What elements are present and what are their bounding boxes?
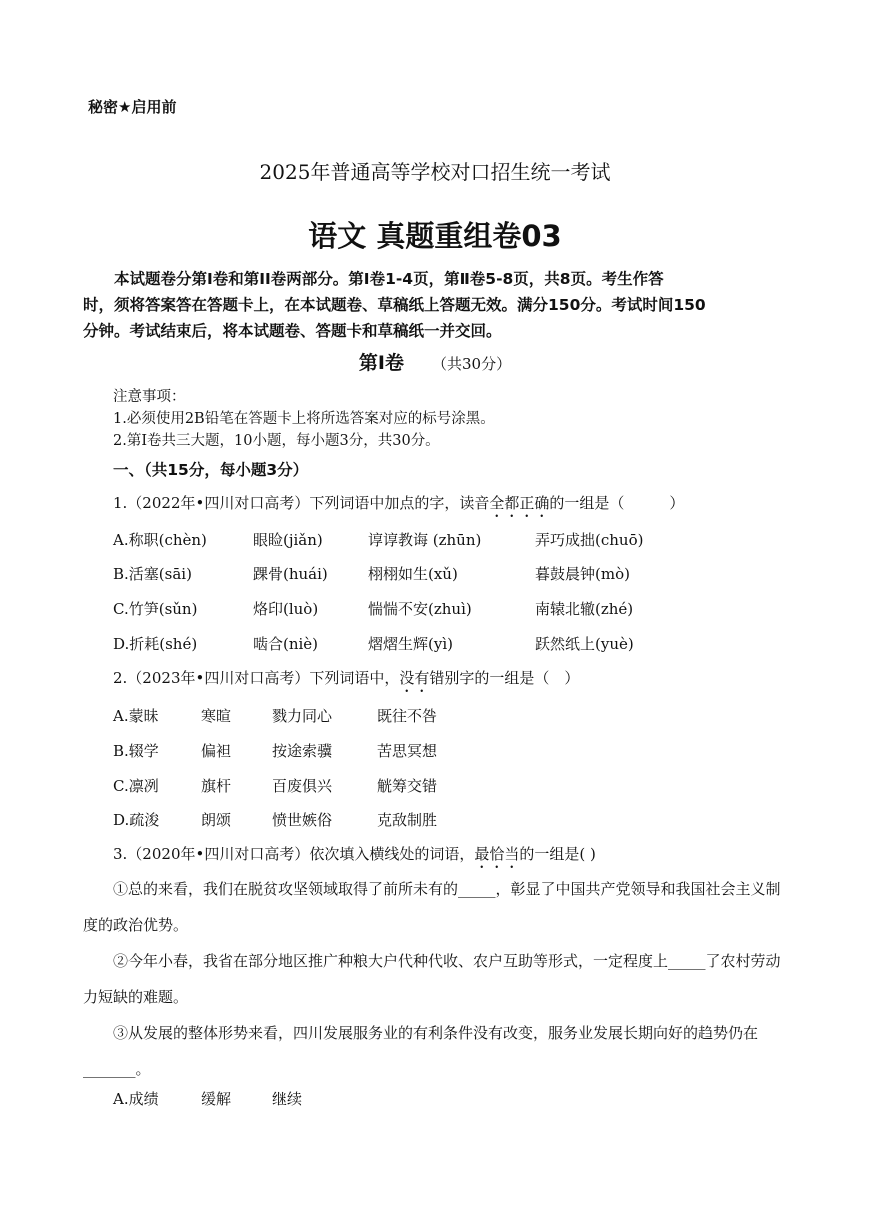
question-1-emphasis: 全都正确: [489, 494, 550, 512]
q2-option-d-1: D.疏浚: [113, 811, 160, 829]
question-3-passage: [83, 871, 795, 1087]
question-1-stem-end: 的一组是（ ）: [549, 494, 685, 512]
q1-option-b-1: B.活塞(sāi): [113, 565, 192, 583]
q3-option-a-2: 缓解: [201, 1090, 232, 1108]
q1-option-c-4: 南辕北辙(zhé): [535, 600, 634, 618]
section-title: [0, 348, 870, 375]
exam-instructions: [83, 266, 795, 344]
question-2-stem: [113, 667, 579, 696]
question-3-stem-end: 的一组是( ): [519, 845, 596, 863]
q1-option-d-3: 熠熠生辉(yì): [368, 635, 453, 653]
passage-sentence-3: ③从发展的整体形势来看，四川发展服务业的有利条件没有改变，服务业发展长期向好的趋势仍在_______。: [83, 1024, 759, 1078]
question-1-stem: [113, 492, 684, 521]
instruction-line-2: 时，须将答案答在答题卡上，在本试题卷、草稿纸上答题无效。满分150分。考试时间150: [83, 296, 706, 314]
q2-option-c-4: 觥筹交错: [377, 777, 438, 795]
q1-option-d-1: D.折耗(shé): [113, 635, 198, 653]
instruction-line-3: 分钟。考试结束后，将本试题卷、答题卡和草稿纸一并交回。: [83, 322, 502, 340]
q1-option-c-1: C.竹笋(sǔn): [113, 600, 198, 618]
question-3-emphasis: 最恰当: [474, 845, 520, 863]
q2-option-b-4: 苦思冥想: [377, 742, 438, 760]
note-2: 2.第Ⅰ卷共三大题，10小题，每小题3分，共30分。: [113, 433, 440, 449]
passage-sentence-2: ②今年小春，我省在部分地区推广种粮大户代种代收、农户互助等形式，一定程度上_____了农村劳动力短缺的难题。: [83, 952, 781, 1006]
question-2-stem-end: 错别字的一组是（ ）: [429, 669, 580, 687]
notes-label: 注意事项：: [113, 389, 186, 405]
q1-option-a-1: A.称职(chèn): [113, 531, 207, 549]
q1-option-c-3: 惴惴不安(zhuì): [368, 600, 472, 618]
q2-option-c-1: C.凛冽: [113, 777, 159, 795]
question-2-stem-text: 2.（2023年•四川对口高考）下列词语中，: [113, 669, 400, 687]
confidential-mark: 秘密★启用前: [88, 98, 177, 116]
q1-option-c-2: 烙印(luò): [253, 600, 319, 618]
q2-option-b-1: B.辍学: [113, 742, 159, 760]
q1-option-d-2: 啮合(niè): [253, 635, 319, 653]
question-3-stem: [113, 843, 596, 872]
q1-option-a-2: 眼睑(jiǎn): [253, 531, 323, 549]
section-name: 第Ⅰ卷: [358, 352, 404, 374]
q3-option-a-3: 继续: [272, 1090, 303, 1108]
question-2-emphasis: 没有: [399, 669, 430, 687]
notes: [113, 386, 495, 452]
question-1-stem-text: 1.（2022年•四川对口高考）下列词语中加点的字，读音: [113, 494, 490, 512]
exam-title: 2025年普通高等学校对口招生统一考试: [259, 160, 611, 184]
q2-option-c-2: 旗杆: [201, 777, 232, 795]
q2-option-a-3: 戮力同心: [272, 707, 333, 725]
part-heading: 一、（共15分，每小题3分）: [113, 461, 309, 479]
q2-option-a-4: 既往不咎: [377, 707, 438, 725]
q2-option-c-3: 百废俱兴: [272, 777, 333, 795]
q3-option-a-1: A.成绩: [113, 1090, 159, 1108]
q1-option-b-4: 暮鼓晨钟(mò): [535, 565, 630, 583]
question-3-stem-text: 3.（2020年•四川对口高考）依次填入横线处的词语，: [113, 845, 475, 863]
instruction-line-1: 本试题卷分第Ⅰ卷和第ⅠⅠ卷两部分。第Ⅰ卷1-4页，第Ⅱ卷5-8页，共8页。考生作答: [114, 270, 664, 288]
q2-option-b-2: 偏袒: [201, 742, 232, 760]
q2-option-b-3: 按途索骥: [272, 742, 333, 760]
q1-option-a-4: 弄巧成拙(chuō): [535, 531, 644, 549]
q2-option-d-3: 愤世嫉俗: [272, 811, 333, 829]
q1-option-b-3: 栩栩如生(xǔ): [368, 565, 458, 583]
q2-option-d-4: 克敌制胜: [377, 811, 438, 829]
note-1: 1.必须使用2B铅笔在答题卡上将所选答案对应的标号涂黑。: [113, 411, 495, 427]
q1-option-d-4: 跃然纸上(yuè): [535, 635, 634, 653]
passage-sentence-1: ①总的来看，我们在脱贫攻坚领域取得了前所未有的_____，彰显了中国共产党领导和我国社会主义制度的政治优势。: [83, 880, 781, 934]
section-score: （共30分）: [431, 355, 512, 373]
q1-option-a-3: 谆谆教诲 (zhūn): [368, 531, 482, 549]
q1-option-b-2: 踝骨(huái): [253, 565, 328, 583]
q2-option-a-1: A.蒙昧: [113, 707, 159, 725]
paper-title: 语文 真题重组卷03: [308, 219, 562, 253]
q2-option-d-2: 朗颂: [201, 811, 232, 829]
q2-option-a-2: 寒暄: [201, 707, 232, 725]
